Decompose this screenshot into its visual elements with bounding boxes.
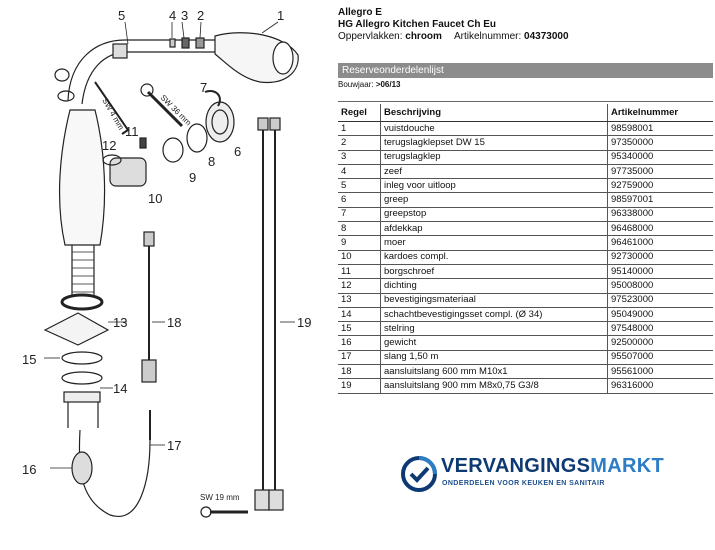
callout-8: 8 (208, 154, 216, 169)
logo-wordmark (441, 455, 664, 478)
cell-beschrijving: greep (381, 193, 608, 207)
cell-artikelnummer: 95507000 (608, 350, 714, 364)
cell-artikelnummer: 97548000 (608, 322, 714, 336)
table-row (338, 322, 713, 336)
cell-beschrijving: terugslagklep (381, 150, 608, 164)
cell-beschrijving: bevestigingsmateriaal (381, 293, 608, 307)
cell-regel: 8 (338, 222, 381, 236)
surface-value: chroom (405, 31, 442, 42)
cell-beschrijving: zeef (381, 164, 608, 178)
cell-artikelnummer: 95340000 (608, 150, 714, 164)
table-row (338, 164, 713, 178)
callout-7: 7 (200, 80, 208, 95)
table-row (338, 264, 713, 278)
cell-beschrijving: schachtbevestigingsset compl. (Ø 34) (381, 307, 608, 321)
article-label: Artikelnummer: (454, 31, 522, 42)
section-title-bar: Reserveonderdelenlijst (338, 63, 713, 78)
table-row (338, 150, 713, 164)
cell-regel: 11 (338, 264, 381, 278)
column-header-regel: Regel (338, 104, 381, 122)
callout-19: 19 (297, 315, 312, 330)
cell-artikelnummer: 96461000 (608, 236, 714, 250)
cell-artikelnummer: 92500000 (608, 336, 714, 350)
tool-label-sw4: SW 4 mm (100, 96, 126, 132)
callout-6: 6 (234, 144, 242, 159)
cell-artikelnummer: 95140000 (608, 264, 714, 278)
cell-regel: 6 (338, 193, 381, 207)
cell-regel: 1 (338, 122, 381, 136)
surface-label: Oppervlakken: (338, 31, 403, 42)
cell-regel: 12 (338, 279, 381, 293)
table-row (338, 336, 713, 350)
table-row (338, 250, 713, 264)
cell-artikelnummer: 98598001 (608, 122, 714, 136)
cell-artikelnummer: 92730000 (608, 250, 714, 264)
cell-regel: 3 (338, 150, 381, 164)
cell-beschrijving: dichting (381, 279, 608, 293)
table-row (338, 207, 713, 221)
cell-artikelnummer: 96338000 (608, 207, 714, 221)
logo-word-a: VERVANGINGS (441, 455, 591, 477)
vervangingsmarkt-logo (401, 452, 701, 500)
cell-regel: 4 (338, 164, 381, 178)
callout-15: 15 (22, 352, 37, 367)
table-row (338, 222, 713, 236)
column-header-artikelnummer: Artikelnummer (608, 104, 714, 122)
callout-2: 2 (197, 8, 205, 23)
cell-regel: 19 (338, 379, 381, 393)
logo-tagline: ONDERDELEN VOOR KEUKEN EN SANITAIR (442, 480, 605, 487)
callout-16: 16 (22, 462, 37, 477)
table-row (338, 365, 713, 379)
cell-artikelnummer: 95049000 (608, 307, 714, 321)
table-row (338, 136, 713, 150)
cell-beschrijving: gewicht (381, 336, 608, 350)
callout-3: 3 (181, 8, 189, 23)
build-label: Bouwjaar: (338, 80, 374, 89)
parts-table (338, 104, 713, 394)
cell-regel: 5 (338, 179, 381, 193)
cell-artikelnummer: 95008000 (608, 279, 714, 293)
product-family-title: Allegro E (338, 7, 382, 18)
article-info (454, 31, 569, 43)
cell-beschrijving: vuistdouche (381, 122, 608, 136)
cell-artikelnummer: 92759000 (608, 179, 714, 193)
cell-regel: 13 (338, 293, 381, 307)
cell-beschrijving: slang 1,50 m (381, 350, 608, 364)
callout-10: 10 (148, 191, 163, 206)
parts-list-panel (338, 0, 715, 550)
cell-artikelnummer: 95561000 (608, 365, 714, 379)
logo-emblem-icon (401, 456, 437, 492)
table-header-row (338, 104, 713, 122)
surface-info (338, 31, 442, 43)
hose-weight (72, 452, 92, 484)
cell-beschrijving: aansluitslang 600 mm M10x1 (381, 365, 608, 379)
cell-beschrijving: stelring (381, 322, 608, 336)
cell-artikelnummer: 98597001 (608, 193, 714, 207)
table-row (338, 307, 713, 321)
tool-label-sw19: SW 19 mm (200, 493, 240, 502)
cell-artikelnummer: 97523000 (608, 293, 714, 307)
cell-beschrijving: inleg voor uitloop (381, 179, 608, 193)
parts-table-body (338, 122, 713, 394)
faucet-body (60, 110, 105, 245)
cell-regel: 7 (338, 207, 381, 221)
table-row (338, 122, 713, 136)
callout-4: 4 (169, 8, 177, 23)
callout-18: 18 (167, 315, 182, 330)
callout-11: 11 (125, 124, 139, 139)
cell-regel: 2 (338, 136, 381, 150)
exploded-parts-diagram (0, 0, 320, 550)
callout-14: 14 (113, 381, 128, 396)
cell-regel: 16 (338, 336, 381, 350)
handle-part (206, 102, 234, 142)
mounting-plate (45, 313, 108, 345)
cell-artikelnummer: 97350000 (608, 136, 714, 150)
table-row (338, 179, 713, 193)
product-name: HG Allegro Kitchen Faucet Ch Eu (338, 19, 496, 30)
article-value: 04373000 (524, 31, 569, 42)
callout-5: 5 (118, 8, 126, 23)
cell-artikelnummer: 96468000 (608, 222, 714, 236)
tool-label-sw36: SW 36 mm (158, 93, 193, 128)
cell-regel: 15 (338, 322, 381, 336)
logo-word-b: MARKT (590, 455, 664, 477)
callout-9: 9 (189, 170, 197, 185)
table-row (338, 379, 713, 393)
callout-12: 12 (102, 138, 117, 153)
cell-beschrijving: borgschroef (381, 264, 608, 278)
column-header-beschrijving: Beschrijving (381, 104, 608, 122)
callout-17: 17 (167, 438, 182, 453)
build-value: >06/13 (375, 80, 401, 89)
cell-beschrijving: moer (381, 236, 608, 250)
cell-artikelnummer: 96316000 (608, 379, 714, 393)
cell-beschrijving: terugslagklepset DW 15 (381, 136, 608, 150)
cell-regel: 9 (338, 236, 381, 250)
cell-regel: 14 (338, 307, 381, 321)
cell-regel: 17 (338, 350, 381, 364)
table-row (338, 293, 713, 307)
table-row (338, 236, 713, 250)
cell-regel: 10 (338, 250, 381, 264)
divider (338, 101, 713, 102)
callout-13: 13 (113, 315, 128, 330)
cell-regel: 18 (338, 365, 381, 379)
table-row (338, 279, 713, 293)
cartridge-part (110, 158, 146, 186)
cell-beschrijving: greepstop (381, 207, 608, 221)
table-row (338, 350, 713, 364)
build-year (338, 80, 401, 89)
cell-artikelnummer: 97735000 (608, 164, 714, 178)
callout-1: 1 (277, 8, 285, 23)
cell-beschrijving: afdekkap (381, 222, 608, 236)
cell-beschrijving: aansluitslang 900 mm M8x0,75 G3/8 (381, 379, 608, 393)
table-row (338, 193, 713, 207)
cell-beschrijving: kardoes compl. (381, 250, 608, 264)
